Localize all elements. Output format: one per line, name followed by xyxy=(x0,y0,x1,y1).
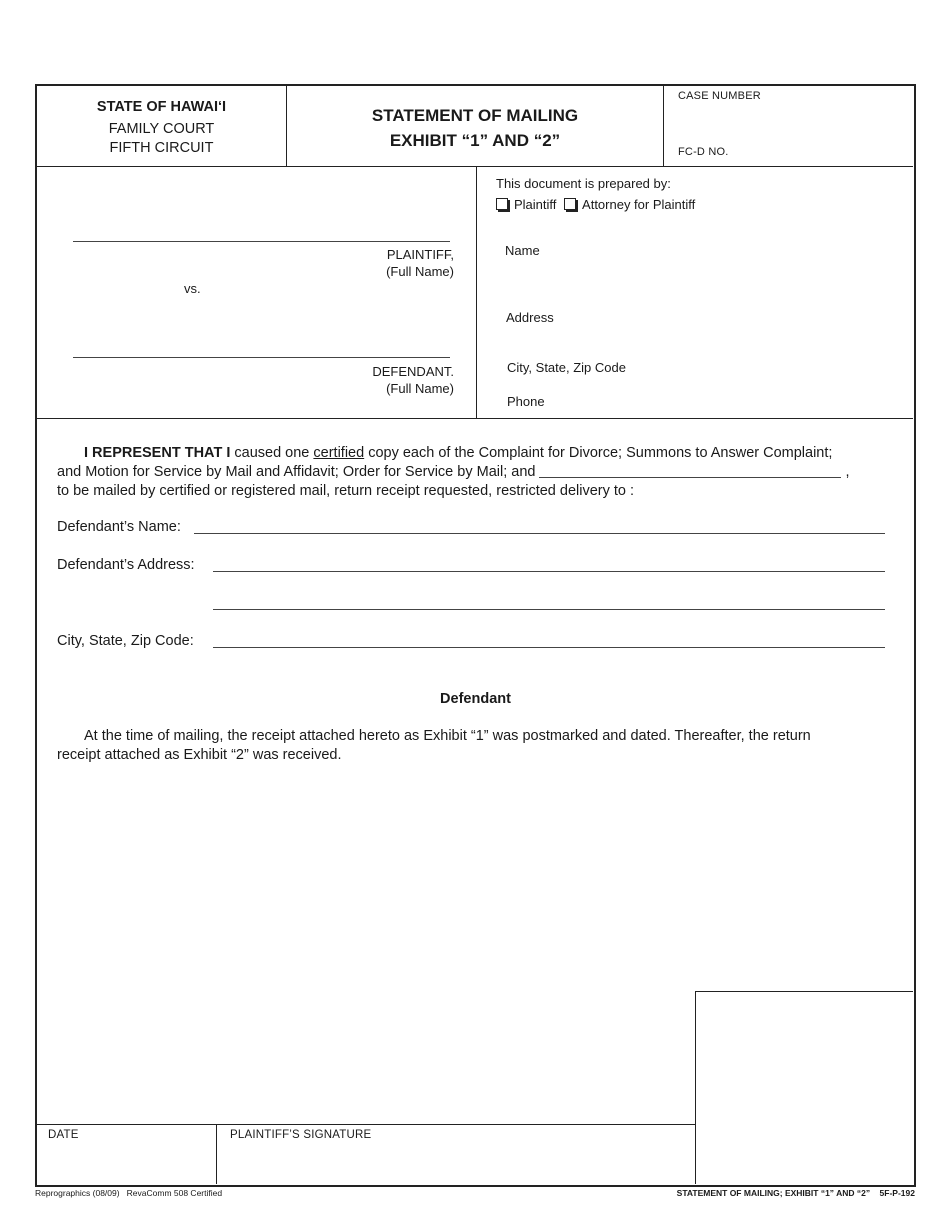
representation-paragraph xyxy=(57,444,907,501)
plaintiff-name-line[interactable] xyxy=(73,241,450,242)
header-col-divider-2 xyxy=(663,86,664,166)
state-name: STATE OF HAWAI‘I xyxy=(96,99,227,115)
court-stamp-area xyxy=(697,993,911,1182)
preparer-city-field[interactable] xyxy=(640,356,906,376)
representation-text-1b: copy each of the Complaint for Divorce; Summons to Answer Complaint; xyxy=(364,445,833,461)
representation-line-3: to be mailed by certified or registered mail, return receipt requested, restricted delivery to : xyxy=(57,483,635,499)
signature-row-divider xyxy=(216,1124,217,1184)
defendant-name-label: Defendant’s Name: xyxy=(57,519,181,535)
defendant-address-blank-2[interactable] xyxy=(213,609,885,610)
parties-divider xyxy=(476,167,477,418)
attorney-option-label: Attorney for Plaintiff xyxy=(582,197,696,212)
plaintiff-sublabel: (Full Name) xyxy=(386,264,454,279)
case-number-label: CASE NUMBER xyxy=(678,90,761,102)
form-title xyxy=(287,103,663,153)
representation-line-1 xyxy=(57,444,907,463)
preparer-phone-field[interactable] xyxy=(552,391,906,411)
defendant-city-label: City, State, Zip Code: xyxy=(57,633,194,649)
defendant-address-label: Defendant’s Address: xyxy=(57,557,195,573)
representation-comma: , xyxy=(845,464,850,480)
plaintiff-caption xyxy=(250,246,454,280)
representation-lead: I REPRESENT THAT I xyxy=(84,445,231,461)
preparer-address-label: Address xyxy=(506,310,554,325)
other-documents-blank[interactable] xyxy=(539,464,841,478)
form-id-note: STATEMENT OF MAILING; EXHIBIT “1” AND “2” 5F-P-192 xyxy=(676,1188,915,1198)
reprographics-note: Reprographics (08/09) RevaComm 508 Certified xyxy=(35,1188,223,1198)
defendant-section-heading: Defendant xyxy=(440,691,511,707)
preparer-name-field[interactable] xyxy=(545,240,905,260)
fcd-number-label: FC-D NO. xyxy=(678,146,729,158)
mailing-statement-line-1: At the time of mailing, the receipt attached hereto as Exhibit “1” was postmarked and dated. Thereafter, the return xyxy=(84,728,811,744)
defendant-sublabel: (Full Name) xyxy=(386,381,454,396)
case-number-field[interactable] xyxy=(678,104,908,144)
mailing-statement-line-2: receipt attached as Exhibit “2” was received. xyxy=(57,747,342,763)
defendant-label: DEFENDANT. xyxy=(372,364,454,379)
court-stamp-box-top xyxy=(695,991,913,992)
prepared-by-options xyxy=(496,197,695,212)
preparer-name-label: Name xyxy=(505,243,540,258)
preparer-address-field[interactable] xyxy=(562,306,906,326)
title-line-1: STATEMENT OF MAILING xyxy=(371,106,579,125)
circuit-name: FIFTH CIRCUIT xyxy=(109,140,214,156)
signature-row-top xyxy=(36,1124,695,1125)
defendant-name-blank[interactable] xyxy=(194,533,885,534)
attorney-checkbox[interactable] xyxy=(564,198,576,210)
defendant-address-blank-1[interactable] xyxy=(213,571,885,572)
court-block xyxy=(37,98,286,158)
plaintiff-option-label: Plaintiff xyxy=(514,197,557,212)
preparer-phone-label: Phone xyxy=(507,394,545,409)
prepared-by-heading: This document is prepared by: xyxy=(496,176,671,191)
parties-bottom-divider xyxy=(36,418,913,419)
court-name: FAMILY COURT xyxy=(108,121,215,137)
date-label: DATE xyxy=(48,1129,79,1141)
representation-text-1a: caused one xyxy=(230,445,314,461)
plaintiff-label: PLAINTIFF, xyxy=(386,247,454,262)
signature-field[interactable] xyxy=(218,1145,693,1181)
representation-text-2: and Motion for Service by Mail and Affidavit; Order for Service by Mail; and xyxy=(57,464,536,480)
mailing-statement xyxy=(57,727,907,765)
court-stamp-box-left xyxy=(695,991,696,1184)
signature-label: PLAINTIFF’S SIGNATURE xyxy=(230,1129,372,1141)
plaintiff-checkbox[interactable] xyxy=(496,198,508,210)
versus-label: vs. xyxy=(184,281,201,296)
date-field[interactable] xyxy=(38,1145,214,1181)
header-divider xyxy=(36,166,913,167)
defendant-city-blank[interactable] xyxy=(213,647,885,648)
defendant-caption xyxy=(250,363,454,397)
preparer-city-label: City, State, Zip Code xyxy=(507,360,626,375)
certified-word: certified xyxy=(313,445,365,461)
representation-line-2 xyxy=(57,463,907,482)
title-line-2: EXHIBIT “1” AND “2” xyxy=(389,131,561,150)
defendant-name-line[interactable] xyxy=(73,357,450,358)
